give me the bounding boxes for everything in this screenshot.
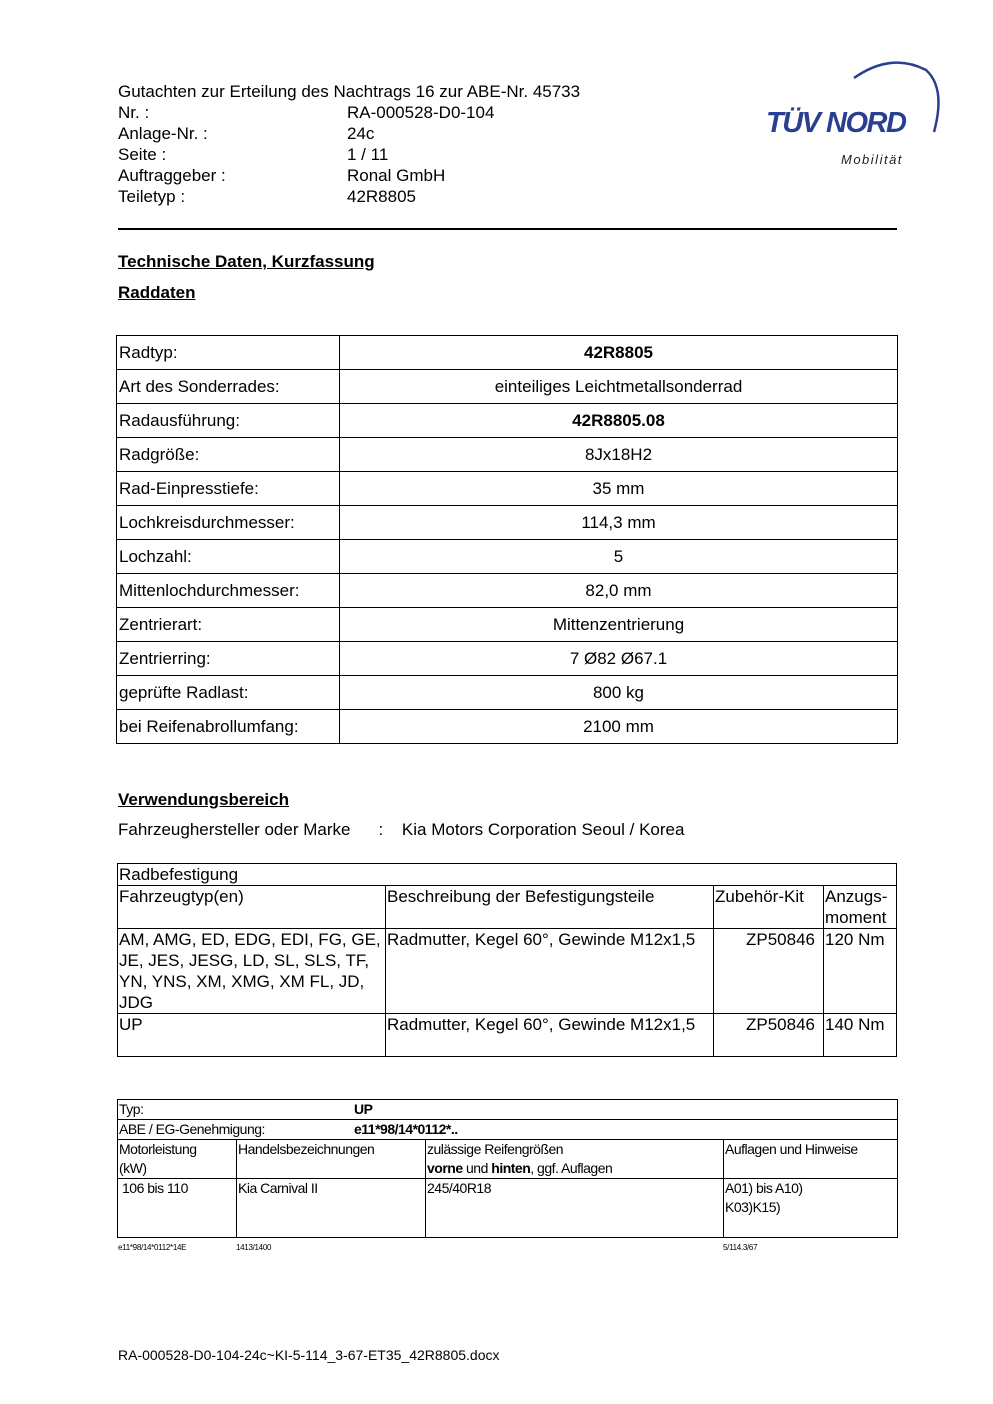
- header-value: 24c: [347, 124, 375, 143]
- fahrzeugtyp-cell: UP: [118, 1014, 386, 1057]
- raddaten-label: Lochkreisdurchmesser:: [117, 506, 340, 540]
- raddaten-label: geprüfte Radlast:: [117, 676, 340, 710]
- typ-header-row: [118, 1140, 898, 1179]
- raddaten-label: Rad-Einpresstiefe:: [117, 472, 340, 506]
- raddaten-value: 2100 mm: [340, 710, 898, 744]
- table-row: [117, 404, 898, 438]
- table-row: [117, 540, 898, 574]
- typ-value: UP: [354, 1101, 373, 1117]
- table-row: [118, 929, 897, 1014]
- raddaten-label: Radgröße:: [117, 438, 340, 472]
- table-row: [118, 1179, 898, 1238]
- table-row: [117, 370, 898, 404]
- moment-cell: 140 Nm: [824, 1014, 897, 1057]
- table-row: [117, 642, 898, 676]
- raddaten-value: 42R8805: [340, 336, 898, 370]
- header-field-seite: [118, 144, 580, 165]
- typ-table: [117, 1099, 898, 1238]
- table-row: [117, 676, 898, 710]
- radbefestigung-table: [117, 863, 897, 1057]
- header-label: Nr. :: [118, 103, 150, 122]
- header-field-teiletyp: [118, 186, 580, 207]
- column-header: Motorleistung (kW): [118, 1140, 237, 1179]
- marke-line: [118, 820, 684, 840]
- typ-label: Typ:: [119, 1101, 144, 1117]
- section-title-verwendung: Verwendungsbereich: [118, 790, 289, 809]
- table-row: [117, 608, 898, 642]
- raddaten-label: bei Reifenabrollumfang:: [117, 710, 340, 744]
- radbefestigung-title-row: [118, 864, 897, 886]
- section-title-technische: Technische Daten, Kurzfassung: [118, 252, 375, 271]
- table-row: [117, 336, 898, 370]
- raddaten-label: Zentrierring:: [117, 642, 340, 676]
- logo-subtitle: Mobilität: [841, 152, 903, 167]
- abe-label: ABE / EG-Genehmigung:: [119, 1121, 265, 1137]
- raddaten-label: Art des Sonderrades:: [117, 370, 340, 404]
- kit-cell: ZP50846: [714, 1014, 824, 1057]
- column-header: Zubehör-Kit: [714, 886, 824, 929]
- marke-value: Kia Motors Corporation Seoul / Korea: [401, 820, 685, 839]
- raddaten-label: Radausführung:: [117, 404, 340, 438]
- logo-text: TÜV NORD: [766, 107, 906, 139]
- raddaten-value: 8Jx18H2: [340, 438, 898, 472]
- header-field-anlage: [118, 123, 580, 144]
- footer-filename: RA-000528-D0-104-24c~KI-5-114_3-67-ET35_42R8805.docx: [118, 1347, 500, 1363]
- column-header: Fahrzeugtyp(en): [118, 886, 386, 929]
- document-title: Gutachten zur Erteilung des Nachtrags 16 zur ABE-Nr. 45733: [118, 82, 581, 101]
- raddaten-value: 7 Ø82 Ø67.1: [340, 642, 898, 676]
- kit-cell: ZP50846: [714, 929, 824, 1014]
- beschreibung-cell: Radmutter, Kegel 60°, Gewinde M12x1,5: [386, 1014, 714, 1057]
- tiny-code-c: 5/114.3/67: [723, 1243, 758, 1252]
- radbefestigung-header-row: [118, 886, 897, 929]
- tuv-nord-logo: [766, 60, 946, 170]
- raddaten-value: 5: [340, 540, 898, 574]
- section-title-raddaten: Raddaten: [118, 283, 196, 302]
- header-divider: [118, 228, 897, 230]
- raddaten-value: 114,3 mm: [340, 506, 898, 540]
- column-header: Handelsbezeichnungen: [237, 1140, 426, 1179]
- column-header: Anzugs- moment: [824, 886, 897, 929]
- table-row: [117, 438, 898, 472]
- table-row: [117, 574, 898, 608]
- moment-cell: 120 Nm: [824, 929, 897, 1014]
- header-value: 1 / 11: [347, 145, 389, 164]
- raddaten-table: [116, 335, 898, 744]
- header-value: 42R8805: [347, 187, 417, 206]
- auflagen-cell: A01) bis A10) K03)K15): [724, 1179, 898, 1238]
- raddaten-value: 82,0 mm: [340, 574, 898, 608]
- header-field-nr: [118, 102, 580, 123]
- table-row: [118, 1014, 897, 1057]
- header-label: Auftraggeber :: [118, 166, 226, 185]
- typ-row: [118, 1100, 898, 1120]
- raddaten-label: Lochzahl:: [117, 540, 340, 574]
- header-label: Teiletyp :: [118, 187, 186, 206]
- header-value: Ronal GmbH: [347, 166, 446, 185]
- header-label: Anlage-Nr. :: [118, 124, 208, 143]
- tiny-code-b: 1413/1400: [236, 1243, 272, 1252]
- motor-cell: 106 bis 110: [118, 1179, 237, 1238]
- column-header: Auflagen und Hinweise: [724, 1140, 898, 1179]
- raddaten-label: Zentrierart:: [117, 608, 340, 642]
- header-label: Seite :: [118, 145, 167, 164]
- column-header-reifen: [426, 1140, 724, 1179]
- raddaten-value: einteiliges Leichtmetallsonderrad: [340, 370, 898, 404]
- document-header: [118, 81, 580, 207]
- raddaten-value: 35 mm: [340, 472, 898, 506]
- table-row: [117, 506, 898, 540]
- table-row: [117, 710, 898, 744]
- table-row: [117, 472, 898, 506]
- raddaten-value: 42R8805.08: [340, 404, 898, 438]
- marke-label: Fahrzeughersteller oder Marke: [118, 820, 351, 839]
- fahrzeugtyp-cell: AM, AMG, ED, EDG, EDI, FG, GE, JE, JES, JESG, LD, SL, SLS, TF, YN, YNS, XM, XMG, XM FL, JD, JDG: [118, 929, 386, 1014]
- reifen-header-line: zulässige Reifengrößen: [427, 1141, 564, 1157]
- radbefestigung-title: Radbefestigung: [118, 864, 897, 886]
- tiny-code-a: e11*98/14*0112*14E: [118, 1243, 187, 1252]
- abe-value: e11*98/14*0112*..: [354, 1121, 458, 1137]
- abe-row: [118, 1120, 898, 1140]
- column-header: Beschreibung der Befestigungsteile: [386, 886, 714, 929]
- reifen-header-detail: vorne und hinten, ggf. Auflagen: [427, 1160, 613, 1176]
- header-field-auftraggeber: [118, 165, 580, 186]
- reifen-cell: 245/40R18: [426, 1179, 724, 1238]
- handel-cell: Kia Carnival II: [237, 1179, 426, 1238]
- raddaten-label: Radtyp:: [117, 336, 340, 370]
- beschreibung-cell: Radmutter, Kegel 60°, Gewinde M12x1,5: [386, 929, 714, 1014]
- header-value: RA-000528-D0-104: [347, 103, 495, 122]
- raddaten-value: 800 kg: [340, 676, 898, 710]
- raddaten-value: Mittenzentrierung: [340, 608, 898, 642]
- raddaten-label: Mittenlochdurchmesser:: [117, 574, 340, 608]
- marke-separator: :: [378, 820, 384, 839]
